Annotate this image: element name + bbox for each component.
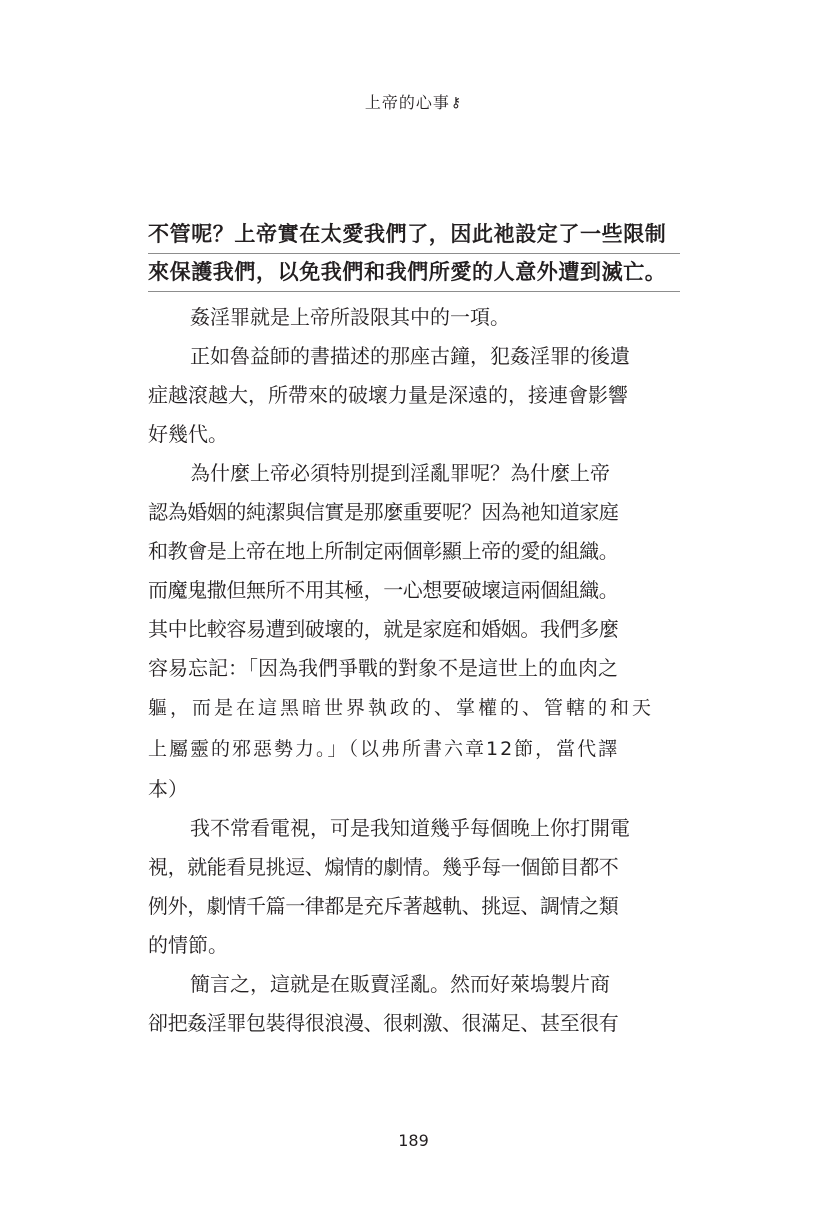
body-text — [148, 298, 680, 1043]
paragraph-line: 我不常看電視，可是我知道幾乎每個晚上你打開電 — [190, 816, 630, 840]
quote-line: 軀，而是在這黑暗世界執政的、掌權的、管轄的和天 — [148, 697, 655, 719]
page-number: 189 — [398, 1131, 429, 1150]
paragraph-line: 症越滾越大，所帶來的破壞力量是深遠的，接連會影響 — [148, 383, 628, 407]
highlighted-passage — [148, 216, 680, 292]
paragraph-line: 認為婚姻的純潔與信實是那麼重要呢？因為祂知道家庭 — [148, 500, 619, 524]
paragraph-line: 正如魯益師的書描述的那座古鐘，犯姦淫罪的後遺 — [190, 344, 630, 368]
paragraph-line: 和教會是上帝在地上所制定兩個彰顯上帝的愛的組織。 — [148, 539, 619, 563]
running-title: 上帝的心事 — [364, 93, 450, 112]
paragraph-line: 容易忘記：「因為我們爭戰的對象不是這世上的血肉之 — [148, 656, 618, 680]
paragraph-line: 姦淫罪就是上帝所設限其中的一項。 — [190, 305, 510, 329]
paragraph-line: 其中比較容易遭到破壞的，就是家庭和婚姻。我們多麼 — [148, 617, 619, 641]
paragraph-line: 為什麼上帝必須特別提到淫亂罪呢？為什麼上帝 — [190, 461, 610, 485]
paragraph-line: 好幾代。 — [148, 422, 228, 446]
paragraph-line: 卻把姦淫罪包裝得很浪漫、很刺激、很滿足、甚至很有 — [148, 1011, 619, 1035]
highlight-line: 不管呢？上帝實在太愛我們了，因此祂設定了一些限制 — [148, 216, 680, 254]
paragraph-line: 本） — [148, 777, 188, 801]
key-icon: ⚷ — [450, 95, 463, 111]
paragraph-line: 而魔鬼撒但無所不用其極，一心想要破壞這兩個組織。 — [148, 578, 619, 602]
paragraph-line: 視，就能看見挑逗、煽情的劇情。幾乎每一個節目都不 — [148, 855, 619, 879]
highlight-line: 來保護我們，以免我們和我們所愛的人意外遭到滅亡。 — [148, 254, 680, 292]
paragraph-line: 例外，劇情千篇一律都是充斥著越軌、挑逗、調情之類 — [148, 894, 619, 918]
quote-line: 上屬靈的邪惡勢力。」（以弗所書六章12節，當代譯 — [148, 738, 620, 760]
running-head — [0, 90, 827, 113]
paragraph-line: 簡言之，這就是在販賣淫亂。然而好萊塢製片商 — [190, 972, 610, 996]
paragraph-line: 的情節。 — [148, 933, 228, 957]
